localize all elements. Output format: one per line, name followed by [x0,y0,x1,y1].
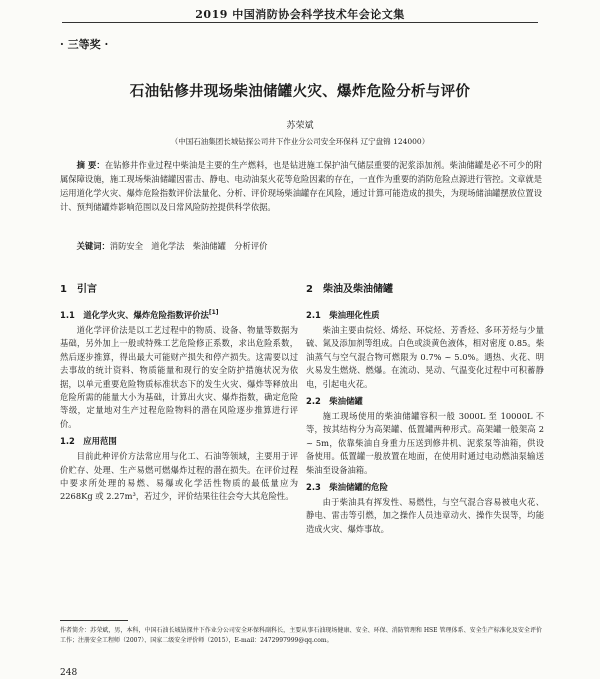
section-1-1-text: 道化学评价法是以工艺过程中的物质、设备、物量等数据为基础，另外加上一般或特殊工艺危险修正系数，求出危险系数，然后逐步推算，得出最大可能财产损失和停产损失。这需要以过去事故的统计资料、物质能量和现行的安全防护措施状况为依据，以单元重要危险物质标准状态下的发生火灾、爆炸等释放出危险所需的能量大小为基础，计算出火灾、爆炸指数，确定危险等级，定量地对生产过程危险物料的潜在风险逐步推算进行评价。 [60,325,298,429]
award-section-mark: · 三等奖 · [60,38,109,51]
abstract-text: 在钻修井作业过程中柴油是主要的生产燃料，也是钻进施工保护油气储层重要的泥浆添加剂。柴油储罐是必不可少的附属保障设施，施工现场柴油储罐因雷击、静电、电动油泵火花等危险因素的存在，一直作为重要的消防危险点源进行管控。文章就是运用道化学火灾、爆炸危险指数评价法量化、分析、评价现场柴油罐存在风险，通过计算可能造成的损失，为现场储油罐摆放位置设计、预判储罐炸影响范围以及日常风险防控提供科学依据。 [60,160,542,212]
footnote-rule [60,620,128,621]
section-1-1-heading-text: 1.1 道化学火灾、爆炸危险指数评价法 [60,310,209,320]
left-column [60,280,298,508]
citation-ref[interactable]: [1] [208,309,219,317]
section-2-1-heading: 2.1 柴油理化性质 [306,310,380,320]
section-1-heading: 1 引言 [60,284,97,295]
page-number: 248 [60,668,78,678]
right-column [306,280,544,540]
author-footnote: 作者简介：苏荣斌，男，本科，中国石油长城钻探井下作业分公司安全环保科副科长，主要从事石油现场健康、安全、环保、消防管理和 HSE 管理体系、安全生产标准化及安全评价工作；注册安全工程师（2007）、国家二级安全评价师（2015），E-mail：2472997999@qq.com。 [60,627,542,644]
keywords-label: 关键词： [76,241,110,251]
abstract [60,158,542,214]
keywords [60,240,542,252]
section-2-2-text: 施工现场使用的柴油储罐容积一般 3000L 至 10000L 不等，按其结构分为高架罐、低置罐两种形式。高架罐一般架高 2 ~ 5m，依靠柴油自身重力压送到修井机、泥浆泵等油箱，供设备使用。低置罐一般放置在地面，在使用时通过电动燃油泵输送柴油至设备油箱。 [306,411,544,475]
section-2-1-text: 柴油主要由烷烃、烯烃、环烷烃、芳香烃、多环芳烃与少量硫、氮及添加剂等组成。白色或淡黄色液体，相对密度 0.85。柴油蒸气与空气混合物可燃限为 0.7% ~ 5.0%。遇热、火花、明火易发生燃烧、燃爆。在流动、晃动、气温变化过程中可积蓄静电，引起电火花。 [306,325,544,389]
section-2-3-heading: 2.3 柴油储罐的危险 [306,482,388,493]
section-1-1-heading [60,309,298,321]
running-head: 2019 中国消防协会科学技术年会论文集 [195,8,405,21]
section-1-2-text: 目前此种评价方法常应用与化工、石油等领域，主要用于评价贮存、处理、生产易燃可燃爆炸过程的潜在损失。在评价过程中要求所处理的易燃、易爆或化学活性物质的最低量应为 2268Kg 或 2.27m³，若过少，评价结果往往会夸大其危险性。 [60,451,298,502]
section-1-2-heading: 1.2 应用范围 [60,436,117,447]
section-2-heading: 2 柴油及柴油储罐 [306,284,393,295]
paper-title: 石油钻修井现场柴油储罐火灾、爆炸危险分析与评价 [129,83,471,100]
author-name: 苏荣斌 [286,121,314,131]
abstract-label: 摘 要： [76,160,105,170]
author-affiliation: （中国石油集团长城钻探公司井下作业分公司安全环保科 辽宁盘锦 124000） [170,137,430,146]
section-2-2-heading: 2.2 柴油储罐 [306,396,363,407]
header-rule [62,22,538,23]
keywords-text: 消防安全 道化学法 柴油储罐 分析评价 [109,241,268,251]
section-2-3-text: 由于柴油具有挥发性、易燃性，与空气混合容易被电火花、静电、雷击等引燃，加之操作人员违章动火、操作失误等，均能造成火灾、爆炸事故。 [306,497,544,534]
